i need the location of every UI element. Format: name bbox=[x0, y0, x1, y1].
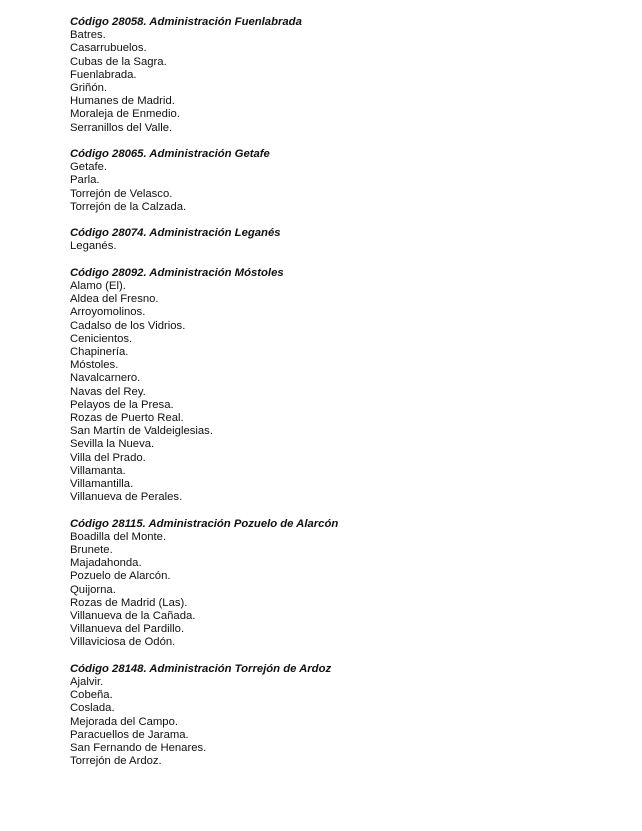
municipality-item: Villamantilla. bbox=[70, 478, 134, 491]
municipality-item: San Martín de Valdeiglesias. bbox=[70, 425, 213, 438]
municipality-item: Serranillos del Valle. bbox=[70, 121, 173, 134]
municipality-item: Boadilla del Monte. bbox=[70, 530, 167, 543]
municipality-item: Fuenlabrada. bbox=[70, 68, 137, 81]
municipality-item: Paracuellos de Jarama. bbox=[70, 728, 189, 741]
municipality-item: Villaviciosa de Odón. bbox=[70, 636, 176, 649]
municipality-item: Quijorna. bbox=[70, 583, 116, 596]
section-heading: Código 28065. Administración Getafe bbox=[70, 148, 270, 161]
municipality-item: Batres. bbox=[70, 29, 106, 42]
section-heading: Código 28115. Administración Pozuelo de Alarcón bbox=[70, 517, 339, 530]
administration-section bbox=[70, 148, 630, 214]
municipality-item: Chapinería. bbox=[70, 346, 129, 359]
document-page bbox=[70, 16, 630, 782]
municipality-item: Torrejón de Velasco. bbox=[70, 187, 173, 200]
municipality-item: Sevilla la Nueva. bbox=[70, 438, 155, 451]
municipality-item: Rozas de Madrid (Las). bbox=[70, 596, 188, 609]
municipality-item: Torrejón de Ardoz. bbox=[70, 755, 162, 768]
municipality-item: Rozas de Puerto Real. bbox=[70, 412, 184, 425]
municipality-item: Ajalvir. bbox=[70, 676, 104, 689]
municipality-item: Cadalso de los Vidrios. bbox=[70, 319, 186, 332]
municipality-item: San Fernando de Henares. bbox=[70, 742, 207, 755]
municipality-item: Navas del Rey. bbox=[70, 385, 146, 398]
municipality-item: Móstoles. bbox=[70, 359, 119, 372]
municipality-item: Aldea del Fresno. bbox=[70, 293, 159, 306]
municipality-item: Cobeña. bbox=[70, 689, 113, 702]
administration-section bbox=[70, 663, 630, 769]
municipality-item: Moraleja de Enmedio. bbox=[70, 108, 180, 121]
section-heading: Código 28058. Administración Fuenlabrada bbox=[70, 16, 302, 28]
municipality-item: Cenicientos. bbox=[70, 332, 133, 345]
section-heading: Código 28074. Administración Leganés bbox=[70, 227, 281, 240]
municipality-item: Torrejón de la Calzada. bbox=[70, 200, 187, 213]
municipality-item: Brunete. bbox=[70, 544, 113, 557]
administration-section bbox=[70, 16, 630, 135]
section-heading: Código 28148. Administración Torrejón de Ardoz bbox=[70, 662, 332, 675]
municipality-item: Arroyomolinos. bbox=[70, 306, 146, 319]
municipality-item: Parla. bbox=[70, 174, 100, 187]
municipality-item: Getafe. bbox=[70, 161, 108, 174]
municipality-item: Alamo (El). bbox=[70, 280, 126, 293]
municipality-item: Leganés. bbox=[70, 240, 117, 253]
municipality-item: Villanueva del Pardillo. bbox=[70, 623, 185, 636]
section-heading: Código 28092. Administración Móstoles bbox=[70, 266, 284, 279]
municipality-item: Villamanta. bbox=[70, 464, 126, 477]
municipality-item: Pelayos de la Presa. bbox=[70, 398, 174, 411]
municipality-item: Casarrubuelos. bbox=[70, 42, 147, 55]
administration-section bbox=[70, 267, 630, 505]
administration-section bbox=[70, 227, 630, 253]
municipality-item: Majadahonda. bbox=[70, 557, 142, 570]
municipality-item: Griñón. bbox=[70, 82, 108, 95]
municipality-item: Navalcarnero. bbox=[70, 372, 141, 385]
municipality-item: Coslada. bbox=[70, 702, 115, 715]
municipality-item: Humanes de Madrid. bbox=[70, 95, 175, 108]
municipality-item: Villa del Prado. bbox=[70, 451, 146, 464]
municipality-item: Mejorada del Campo. bbox=[70, 715, 179, 728]
municipality-item: Pozuelo de Alarcón. bbox=[70, 570, 171, 583]
municipality-item: Villanueva de Perales. bbox=[70, 491, 183, 504]
municipality-item: Villanueva de la Cañada. bbox=[70, 610, 196, 623]
municipality-item: Cubas de la Sagra. bbox=[70, 55, 167, 68]
administration-section bbox=[70, 518, 630, 650]
